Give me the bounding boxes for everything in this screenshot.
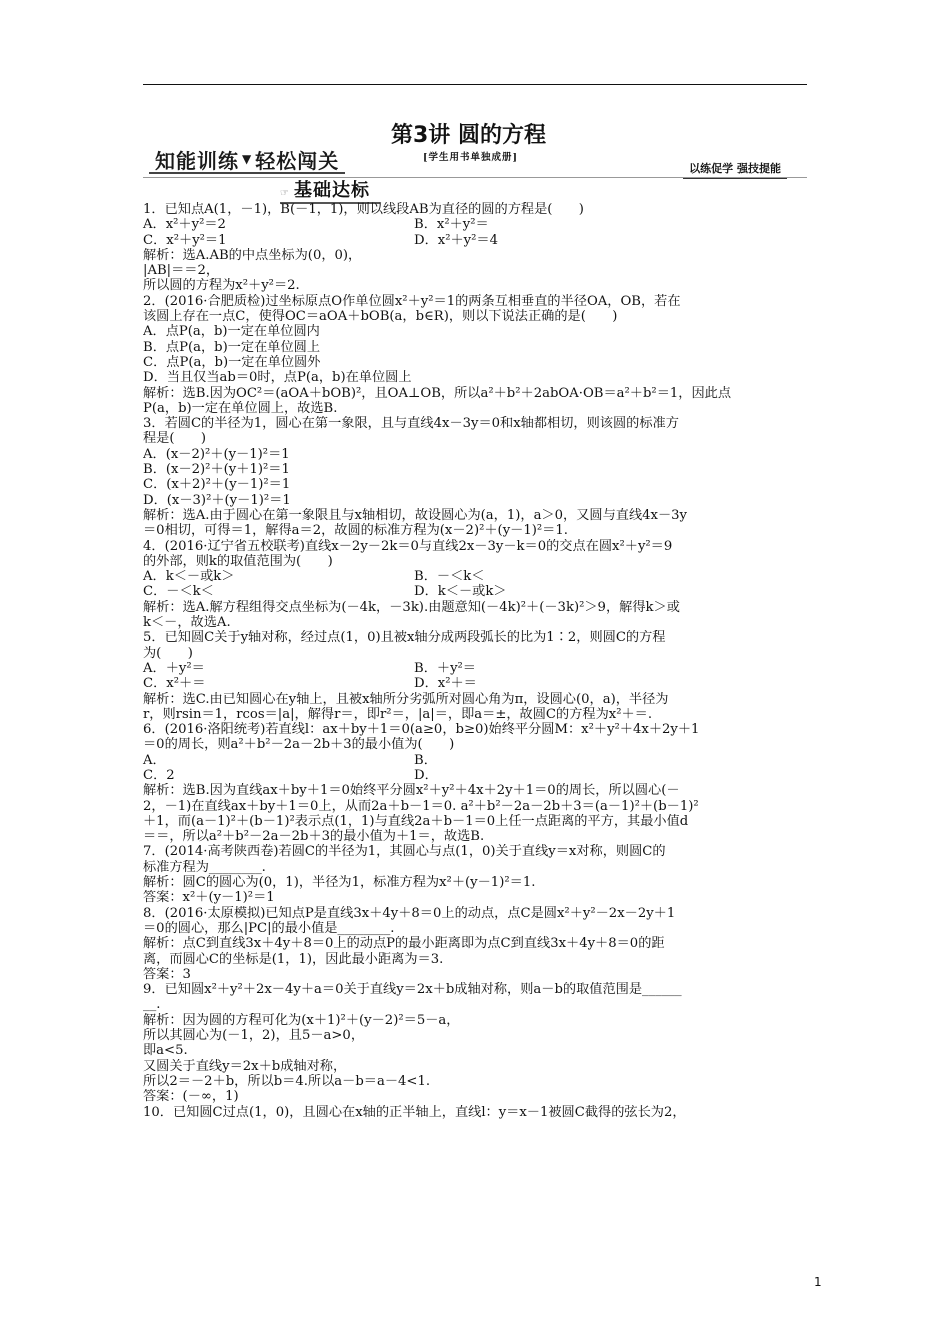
text-line: 答案：3 [143,966,191,982]
page-title: 第3讲 圆的方程 [391,123,546,148]
option-right: D．k＜－或k＞ [414,584,507,600]
text-line: 2，－1)在直线ax＋by＋1＝0上，从而2a＋b－1＝0. a²＋b²－2a－2b＋3＝(a－1)²＋(b－1)² [143,798,699,814]
option-right: B．＋y²＝ [414,660,476,676]
text-line: 解析：选A.AB的中点坐标为(0，0)， [143,247,362,263]
text-line: r，则rsin＝1，rcos＝|a|，解得r＝，即r²＝，|a|＝，即a＝±，故圆C的方程为x²＋＝. [143,706,653,722]
text-line: 解析：选A.由于圆心在第一象限且与x轴相切，故设圆心为(a，1)，a＞0，又圆与直线4x－3y [143,507,687,523]
text-line: 所以其圆心为(－1，2)，且5－a>0， [143,1028,365,1044]
text-line: 解析：选B.因为直线ax＋by＋1＝0始终平分圆x²＋y²＋4x＋2y＋1＝0的周长，所以圆心(－ [143,783,680,799]
option-left: C．x²＋y²＝1 [143,232,227,248]
section-deco-icon: ☞ [280,188,290,199]
text-line: 6．(2016·洛阳统考)若直线l：ax＋by＋1＝0(a≥0，b≥0)始终平分圆M：x²＋y²＋4x＋2y＋1 [143,722,700,738]
text-line: 7．(2014·高考陕西卷)若圆C的半径为1，其圆心与点(1，0)关于直线y＝x对称，则圆C的 [143,844,666,860]
banner-right-text: 轻松闯关 [255,148,340,173]
text-line: ＋1，而(a－1)²＋(b－1)²表示点(1，1)与直线2a＋b－1＝0上任一点距离的平方，其最小值d [143,813,689,829]
option-right: B．x²＋y²＝ [414,217,489,233]
text-line: C．(x＋2)²＋(y－1)²＝1 [143,477,291,493]
text-line: 离，而圆心C的坐标是(1，1)，因此最小距离为＝3. [143,951,444,967]
text-line: 3．若圆C的半径为1，圆心在第一象限，且与直线4x－3y＝0和x轴都相切，则该圆的标准方 [143,416,679,432]
text-line: 解析：点C到直线3x＋4y＋8＝0上的动点P的最小距离即为点C到直线3x＋4y＋8＝0的距 [143,936,665,952]
text-line: 所以2＝－2＋b，所以b＝4.所以a－b＝a－4<1. [143,1073,431,1089]
banner-underline [149,172,345,174]
text-line: D．(x－3)²＋(y－1)²＝1 [143,492,291,508]
text-line: ＝0的圆心，那么|PC|的最小值是________. [143,920,395,936]
text-line: ＝＝，所以a²＋b²－2a－2b＋3的最小值为＋1＝，故选B. [143,829,485,845]
option-right: D．x²＋y²＝4 [414,232,498,248]
option-row [143,768,809,783]
text-line: P(a，b)一定在单位圆上，故选B. [143,400,338,416]
text-line: 5．已知圆C关于y轴对称，经过点(1，0)且被x轴分成两段弧长的比为1∶2，则圆C的方程 [143,630,666,646]
page-subtitle: [学生用书单独成册] [423,152,518,163]
option-left: A． [143,752,166,768]
text-line: 答案：x²＋(y－1)²＝1 [143,890,275,906]
text-line: D．当且仅当ab＝0时，点P(a，b)在单位圆上 [143,370,412,386]
text-line: 又圆关于直线y＝2x＋b成轴对称， [143,1058,347,1074]
text-line: 9．已知圆x²＋y²＋2x－4y＋a＝0关于直线y＝2x＋b成轴对称，则a－b的取值范围是______ [143,982,682,998]
text-line: 该圆上存在一点C，使得OC＝aOA＋bOB(a，b∈R)，则以下说法正确的是( ) [143,309,618,325]
text-line: B．点P(a，b)一定在单位圆上 [143,339,321,355]
text-line: 所以圆的方程为x²＋y²＝2. [143,278,300,294]
text-line: 8．(2016·太原模拟)已知点P是直线3x＋4y＋8＝0上的动点，点C是圆x²＋y²－2x－2y＋1 [143,905,676,921]
header-divider [143,177,807,178]
page-number: 1 [814,1275,822,1289]
text-line: 4．(2016·辽宁省五校联考)直线x－2y－2k＝0与直线2x－3y－k＝0的交点在圆x²＋y²＝9 [143,538,673,554]
text-line: 1．已知点A(1，－1)，B(－1，1)，则以线段AB为直径的圆的方程是( ) [143,202,584,217]
text-line: |AB|＝＝2， [143,263,220,279]
right-tag: 以练促学 强技提能 [683,159,787,179]
option-left: A．x²＋y²＝2 [143,217,226,233]
option-row [143,661,809,676]
text-line: 程是( ) [143,431,207,447]
text-line: k＜－，故选A. [143,615,231,631]
option-left: A．k＜－或k＞ [143,569,235,585]
option-row [143,753,809,768]
text-line: __. [143,997,161,1013]
text-line: 即a<5. [143,1043,188,1059]
text-line: 2．(2016·合肥质检)过坐标原点O作单位圆x²＋y²＝1的两条互相垂直的半径OA，OB，若在 [143,293,681,309]
option-right: D． [414,767,438,783]
top-rule [143,84,807,85]
option-right: B． [414,752,437,768]
banner-triangle-icon: ▼ [242,152,253,166]
section-title: 基础达标 [293,180,370,201]
option-left: A．＋y²＝ [143,660,205,676]
text-line: ＝0相切，可得＝1，解得a＝2，故圆的标准方程为(x－2)²＋(y－1)²＝1. [143,523,568,539]
text-line: A．点P(a，b)一定在单位圆内 [143,324,320,340]
option-right: B．－＜k＜ [414,569,485,585]
section-heading [280,176,370,202]
banner [155,142,339,176]
option-left: C．2 [143,767,175,783]
text-line: 答案：(－∞，1) [143,1089,239,1105]
option-left: C．－＜k＜ [143,584,214,600]
text-line: 解析：因为圆的方程可化为(x＋1)²＋(y－2)²＝5－a， [143,1012,460,1028]
text-line: ＝0的周长，则a²＋b²－2a－2b＋3的最小值为( ) [143,737,455,753]
text-line: 解析：选B.因为OC²＝(aOA＋bOB)²，且OA⊥OB，所以a²＋b²＋2abOA·OB＝a²＋b²＝1，因此点 [143,385,732,401]
banner-left-text: 知能训练 [155,148,239,173]
option-row [143,676,809,691]
option-row [143,217,809,232]
text-line: 解析：圆C的圆心为(0，1)，半径为1，标准方程为x²＋(y－1)²＝1. [143,875,536,891]
text-line: A．(x－2)²＋(y－1)²＝1 [143,446,290,462]
option-left: C．x²＋＝ [143,676,206,692]
option-right: D．x²＋＝ [414,676,477,692]
text-line: 解析：选C.由已知圆心在y轴上，且被x轴所分劣弧所对圆心角为π，设圆心(0，a)，半径为 [143,691,669,707]
text-line: 为( ) [143,645,193,661]
text-line: 解析：选A.解方程组得交点坐标为(－4k，－3k).由题意知(－4k)²＋(－3k)²＞9，解得k＞或 [143,599,680,615]
option-row [143,584,809,599]
option-row [143,569,809,584]
text-line: C．点P(a，b)一定在单位圆外 [143,354,321,370]
text-line: 标准方程为________. [143,859,266,875]
option-row [143,233,809,248]
text-line: 10．已知圆C过点(1，0)，且圆心在x轴的正半轴上，直线l：y＝x－1被圆C截得的弦长为2， [143,1104,686,1120]
document-body [143,202,809,1120]
text-line: 的外部，则k的取值范围为( ) [143,553,333,569]
page-header [143,118,807,178]
text-line: B．(x－2)²＋(y＋1)²＝1 [143,462,290,478]
